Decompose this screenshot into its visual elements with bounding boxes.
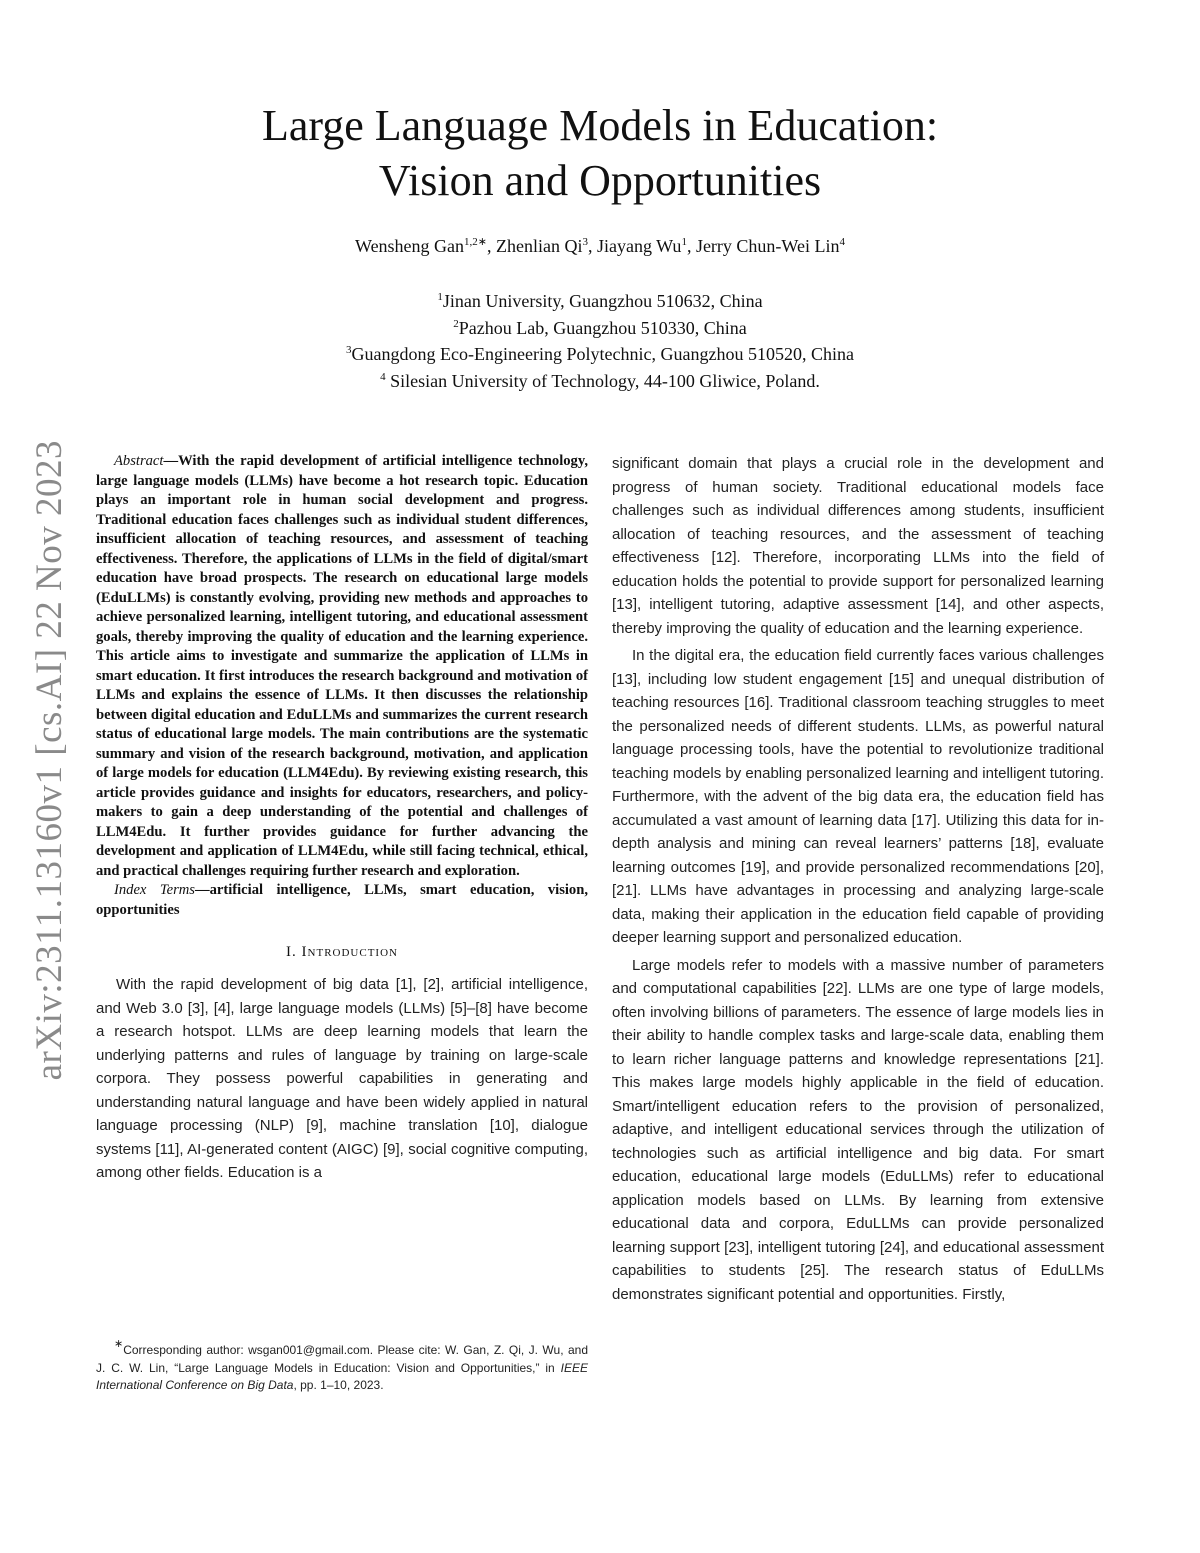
affiliation [100, 341, 1100, 368]
section-number: I. [286, 944, 302, 960]
left-column [96, 452, 588, 1185]
body-paragraph: significant domain that plays a crucial role in the development and progress of human society. Traditional educational models face challenges such as individual differences among students, insufficient allocation of teaching resources, and the assessment of teaching effectiveness [12]. Therefore, incorporating LLMs into the field of education holds the potential to provide support for personalized learning [13], intelligent tutoring, adaptive assessment [14], and other aspects, thereby improving the quality of education and the learning experience. [612, 455, 1104, 637]
affiliation-text: Jinan University, Guangzhou 510632, China [442, 291, 763, 311]
affiliation-sup: 1 [437, 291, 443, 303]
abstract-text: —With the rapid development of artificial intelligence technology, large language models (LLMs) have become a hot research topic. Education plays an important role in human social development and progress. Traditional education faces challenges such as individual student differences, insufficient allocation of teaching resources, and assessment of teaching effectiveness. Therefore, the applications of LLMs in the field of digital/smart education have broad prospects. The research on educational large models (EduLLMs) is constantly evolving, providing new methods and approaches to achieve personalized learning, intelligent tutoring, and educational assessment goals, thereby improving the quality of education and the learning experience. This article aims to investigate and summarize the application of LLMs in smart education. It first introduces the research background and motivation of LLMs and explains the essence of LLMs. It then discusses the relationship between digital education and EduLLMs and summarizes the current research status of educational large models. The main contributions are the systematic summary and vision of the research background, motivation, and application of large models for education (LLM4Edu). By reviewing existing research, this article provides guidance and insights for educators, researchers, and policy-makers to gain a deep understanding of the potential and challenges of LLM4Edu. It further provides guidance for further advancing the development and application of LLM4Edu, while still facing technical, ethical, and practical challenges requiring further research and exploration. [96, 453, 588, 879]
affiliation-list [100, 288, 1100, 394]
footnote-venue: IEEE International Conference on Big Data [96, 1360, 588, 1392]
section-title: Introduction [301, 944, 398, 960]
author-name: Wensheng Gan [355, 236, 465, 256]
section-heading-introduction [96, 944, 588, 961]
author-sup: 1,2∗ [464, 236, 488, 248]
author-list [100, 236, 1100, 257]
title-line-1: Large Language Models in Education: [261, 101, 939, 150]
author-sup: 4 [839, 236, 845, 248]
affiliation-text: Guangdong Eco-Engineering Polytechnic, Guangzhou 510520, China [351, 344, 854, 364]
affiliation [100, 288, 1100, 315]
author-name: Jiayang Wu [597, 236, 682, 256]
index-terms-label: Index Terms [114, 882, 195, 898]
footnote-text: Corresponding author: wsgan001@gmail.com. Please cite: W. Gan, Z. Qi, J. Wu, and J. C. W. Lin, “Large Language Models in Education: Vision and Opportunities,” in [96, 1343, 588, 1375]
author-name: Jerry Chun-Wei Lin [695, 236, 840, 256]
body-paragraph: Large models refer to models with a massive number of parameters and computational capabilities [22]. LLMs are one type of large models, often involving billions of parameters. The essence of large models lies in their ability to handle complex tasks and large-scale data, enabling them to learn richer language patterns and knowledge representations [21]. This makes large models highly applicable in the field of education. Smart/intelligent education refers to the provision of personalized, adaptive, and intelligent educational services through the utilization of technologies such as artificial intelligence and big data. For smart education, educational large models (EduLLMs) refer to educational application models based on LLMs. By learning from extensive educational data and corpora, EduLLMs can provide personalized learning support [23], intelligent tutoring [24], and educational assessment capabilities to students [25]. The research status of EduLLMs demonstrates significant potential and opportunities. Firstly, [612, 956, 1104, 1303]
author-sup: 3 [582, 236, 588, 248]
index-terms [96, 881, 588, 920]
affiliation-sup: 2 [453, 317, 459, 330]
author-name: Zhenlian Qi [496, 236, 583, 256]
author-separator: , [588, 236, 597, 256]
affiliation [100, 368, 1100, 395]
title-line-2: Vision and Opportunities [378, 156, 822, 205]
author-sup: 1 [681, 236, 687, 248]
author-separator: , [487, 236, 497, 256]
intro-paragraph-1: With the rapid development of big data [1], [2], artificial intelligence, and Web 3.0 [3], [4], large language models (LLMs) [5]–[8] have become a research hotspot. LLMs are deep learning models that learn the underlying patterns and rules of language by training on large-scale corpora. They possess powerful capabilities in generating and understanding natural language and have been widely applied in natural language processing (NLP) [9], machine translation [10], dialogue systems [11], AI-generated content (AIGC) [9], social cognitive computing, among other fields. Education is a [96, 976, 588, 1181]
right-column [612, 452, 1104, 1306]
footnote [96, 1338, 588, 1395]
footnote-text-end: , pp. 1–10, 2023. [293, 1378, 384, 1392]
paper-title [100, 98, 1100, 208]
affiliation-sup: 4 [380, 370, 386, 383]
arxiv-side-identifier [26, 420, 72, 1100]
affiliation-sup: 3 [346, 344, 352, 356]
author-separator: , [686, 236, 696, 256]
footnote-mark: ∗ [114, 1338, 124, 1350]
abstract [96, 452, 588, 881]
affiliation [100, 315, 1100, 342]
affiliation-text: Silesian University of Technology, 44-100 Gliwice, Poland. [385, 370, 820, 391]
arxiv-id-text: arXiv:2311.13160v1 [cs.AI] 22 Nov 2023 [28, 439, 70, 1081]
index-terms-text: —artificial intelligence, LLMs, smart education, vision, opportunities [96, 882, 588, 918]
abstract-label: Abstract [114, 453, 164, 469]
affiliation-text: Pazhou Lab, Guangzhou 510330, China [458, 317, 747, 338]
body-paragraph: In the digital era, the education field currently faces various challenges [13], including low student engagement [15] and unequal distribution of teaching resources [16]. Traditional classroom teaching struggles to meet the personalized needs of different students. LLMs, as powerful natural language processing tools, have the potential to revolutionize traditional teaching models by enabling personalized learning and intelligent tutoring. Furthermore, with the advent of the big data era, the education field has accumulated a vast amount of learning data [17]. Utilizing this data for in-depth analysis and mining can reveal learners’ patterns [18], evaluate learning outcomes [19], and provide personalized recommendations [20], [21]. LLMs have advantages in processing and analyzing large-scale data, making their application in the education field capable of providing deeper learning support and personalized education. [612, 647, 1104, 946]
